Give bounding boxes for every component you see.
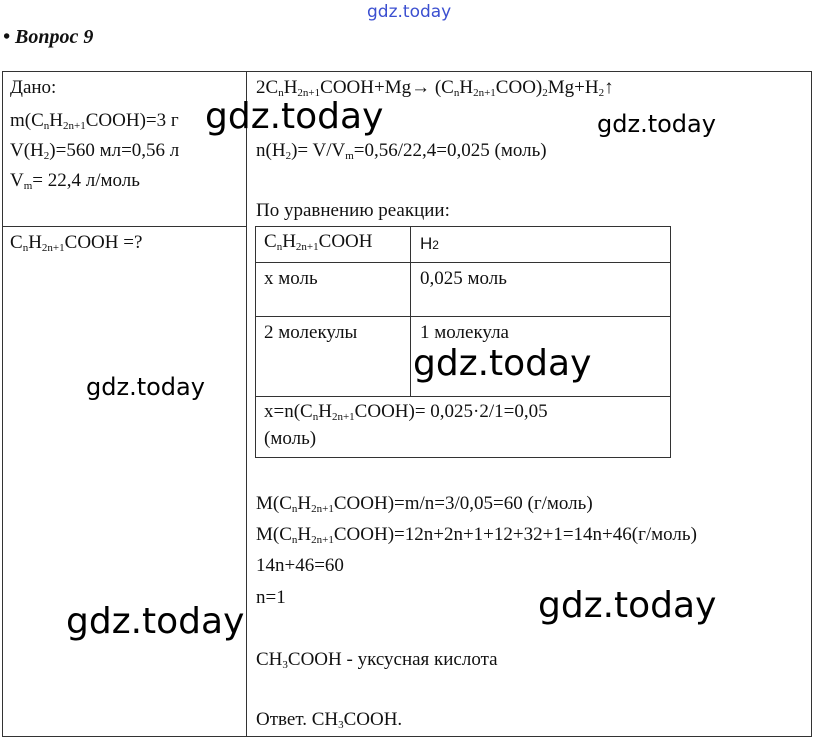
watermark-6: gdz.today: [66, 601, 245, 642]
table-cell-x-mol: x моль: [264, 268, 318, 289]
watermark-3: gdz.today: [413, 343, 592, 384]
moles-hydrogen: $n(H_2)= V/V_m=0,56/22,4=0,025$ (моль): [256, 140, 547, 162]
by-equation-label: По уравнению реакции:: [256, 200, 450, 221]
table-cell-h2-molecules: 1 молекула: [420, 322, 509, 343]
watermark-4: gdz.today: [86, 373, 205, 401]
equation-14n: 14n+46=60: [256, 555, 344, 576]
given-mass: $m(C_nH_{2n+1}COOH)=3$ г: [10, 110, 179, 132]
table-calc-line-1: $x=n(C_nH_{2n+1}COOH)= 0,025\cdot 2/1=0,05$: [264, 401, 548, 423]
given-volume: $V(H_2)=560$ мл=0,56 л: [10, 140, 180, 162]
proportion-col-line: [410, 226, 411, 396]
table-cell-h2-mol: 0,025 моль: [420, 268, 507, 289]
molar-mass-2: $M(C_nH_{2n+1}COOH)=12n+2n+1+12+32+1=14n+46(г/моль)$: [256, 524, 697, 546]
table-cell-acid-molecules: 2 молекулы: [264, 322, 358, 343]
given-divider: [2, 226, 246, 227]
table-header-h2: H2: [420, 234, 439, 253]
watermark-1: gdz.today: [205, 96, 384, 137]
site-watermark-top: gdz.today: [367, 2, 452, 22]
proportion-row-line-1: [255, 262, 671, 263]
molar-mass-1: $M(C_nH_{2n+1}COOH)=m/n=3/0,05=60$ (г/моль): [256, 493, 593, 515]
column-divider: [246, 71, 247, 737]
table-calc-line-2: (моль): [264, 428, 317, 449]
find-label: $C_nH_{2n+1}COOH$ =?: [10, 232, 143, 254]
proportion-row-line-3: [255, 396, 671, 397]
reaction-equation: $2C_nH_{2n+1}COOH+Mg\to$ $(C_nH_{2n+1}COO)_2Mg+H_2↑$: [256, 77, 614, 99]
watermark-2: gdz.today: [597, 110, 716, 138]
given-label: Дано:: [10, 77, 57, 98]
proportion-row-line-2: [255, 316, 671, 317]
acid-name: $CH_3COOH$ - уксусная кислота: [256, 649, 498, 671]
answer-line: Ответ. $CH_3COOH$.: [256, 709, 403, 731]
table-header-acid: $C_nH_{2n+1}COOH$: [264, 231, 373, 253]
n-result: n=1: [256, 587, 286, 608]
watermark-5: gdz.today: [538, 585, 717, 626]
given-molar-volume: $V_m= 22,4$ л/моль: [10, 170, 140, 192]
question-title: • Вопрос 9: [3, 26, 94, 48]
